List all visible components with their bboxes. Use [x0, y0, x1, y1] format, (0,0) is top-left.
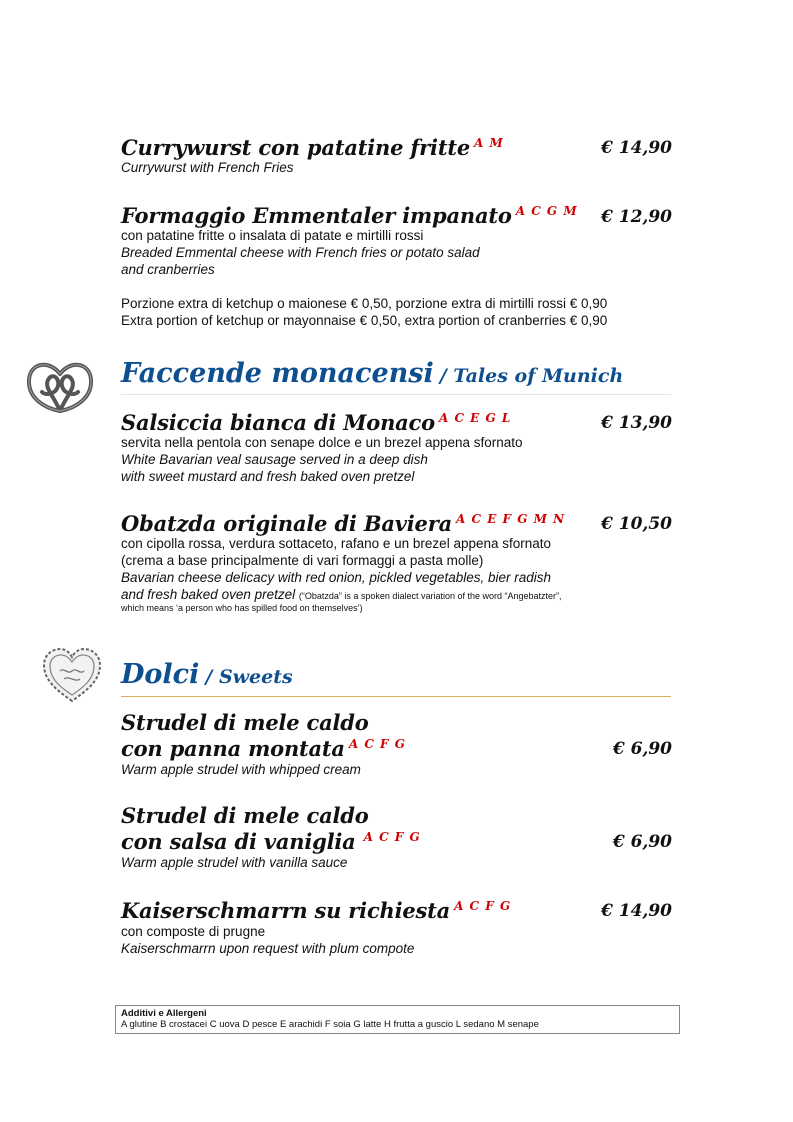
description-en: White Bavarian veal sausage served in a deep dish	[121, 452, 428, 467]
item-title	[121, 410, 511, 435]
description-en: with sweet mustard and fresh baked oven pretzel	[121, 469, 415, 484]
description-it: (crema a base principalmente di vari formaggi a pasta molle)	[121, 553, 484, 568]
footnote: which means ‘a person who has spilled food on themselves’)	[121, 603, 363, 613]
item-price: € 6,90	[612, 832, 672, 852]
dish-name: Salsiccia bianca di Monaco	[121, 410, 435, 435]
description-it: con composte di prugne	[121, 924, 266, 939]
extras-it: Porzione extra di ketchup o maionese € 0,50, porzione extra di mirtilli rossi € 0,90	[121, 296, 608, 311]
section-divider	[121, 696, 671, 697]
section-divider	[121, 394, 671, 395]
description-en: Warm apple strudel with vanilla sauce	[121, 855, 348, 870]
section-title: Faccende monacensi	[121, 358, 434, 389]
gingerbread-heart-icon	[40, 645, 104, 705]
description-it: con cipolla rossa, verdura sottaceto, rafano e un brezel appena sfornato	[121, 536, 552, 551]
allergen-codes: A C F G	[348, 737, 406, 751]
item-price: € 12,90	[601, 207, 672, 227]
section-subtitle: / Tales of Munich	[439, 365, 624, 387]
footnote: (“Obatzda” is a spoken dialect variation of the word “Angebatzter”,	[298, 591, 562, 601]
pretzel-icon	[24, 354, 96, 416]
description-it: con patatine fritte o insalata di patate e mirtilli rossi	[121, 228, 424, 243]
description-en: Kaiserschmarrn upon request with plum compote	[121, 941, 415, 956]
allergen-legend	[115, 1005, 680, 1034]
legend-heading: Additivi e Allergeni	[121, 1008, 207, 1019]
dish-name: Formaggio Emmentaler impanato	[121, 203, 512, 228]
item-title	[121, 898, 511, 923]
extras-en: Extra portion of ketchup or mayonnaise € 0,50, extra portion of cranberries € 0,90	[121, 313, 608, 328]
description-en: Breaded Emmental cheese with French fries or potato salad	[121, 245, 480, 260]
allergen-codes: A C F G	[363, 830, 421, 844]
allergen-codes: A C E G L	[438, 411, 512, 425]
legend-text: A glutine B crostacei C uova D pesce E arachidi F soia G latte H frutta a guscio L sedano M senape	[121, 1019, 539, 1030]
item-price: € 14,90	[601, 901, 672, 921]
allergen-codes: A C F G	[454, 899, 512, 913]
item-price: € 13,90	[601, 413, 672, 433]
item-price: € 6,90	[612, 739, 672, 759]
item-title	[121, 511, 565, 536]
item-title-line2	[121, 829, 421, 854]
item-title-line2	[121, 736, 406, 761]
item-title	[121, 135, 504, 160]
item-price: € 14,90	[601, 138, 672, 158]
description-en: and cranberries	[121, 262, 215, 277]
dish-name: con salsa di vaniglia	[121, 829, 356, 854]
description-it: servita nella pentola con senape dolce e un brezel appena sfornato	[121, 435, 523, 450]
allergen-codes: A C G M	[515, 204, 578, 218]
description-en: Currywurst with French Fries	[121, 160, 294, 175]
section-heading	[121, 659, 293, 690]
description-en: and fresh baked oven pretzel	[121, 587, 296, 602]
dish-name: Obatzda originale di Baviera	[121, 511, 452, 536]
allergen-codes: A M	[473, 136, 504, 150]
dish-name: Currywurst con patatine fritte	[121, 135, 470, 160]
item-title-line1: Strudel di mele caldo	[121, 803, 369, 828]
section-title: Dolci	[121, 659, 200, 690]
item-price: € 10,50	[601, 514, 672, 534]
description-en: Bavarian cheese delicacy with red onion, pickled vegetables, bier radish	[121, 570, 551, 585]
allergen-codes: A C E F G M N	[456, 512, 566, 526]
dish-name: Kaiserschmarrn su richiesta	[121, 898, 451, 923]
item-title	[121, 203, 578, 228]
section-subtitle: / Sweets	[205, 666, 293, 688]
item-title-line1: Strudel di mele caldo	[121, 710, 369, 735]
dish-name: con panna montata	[121, 736, 345, 761]
description-en: Warm apple strudel with whipped cream	[121, 762, 361, 777]
section-heading	[121, 358, 623, 389]
